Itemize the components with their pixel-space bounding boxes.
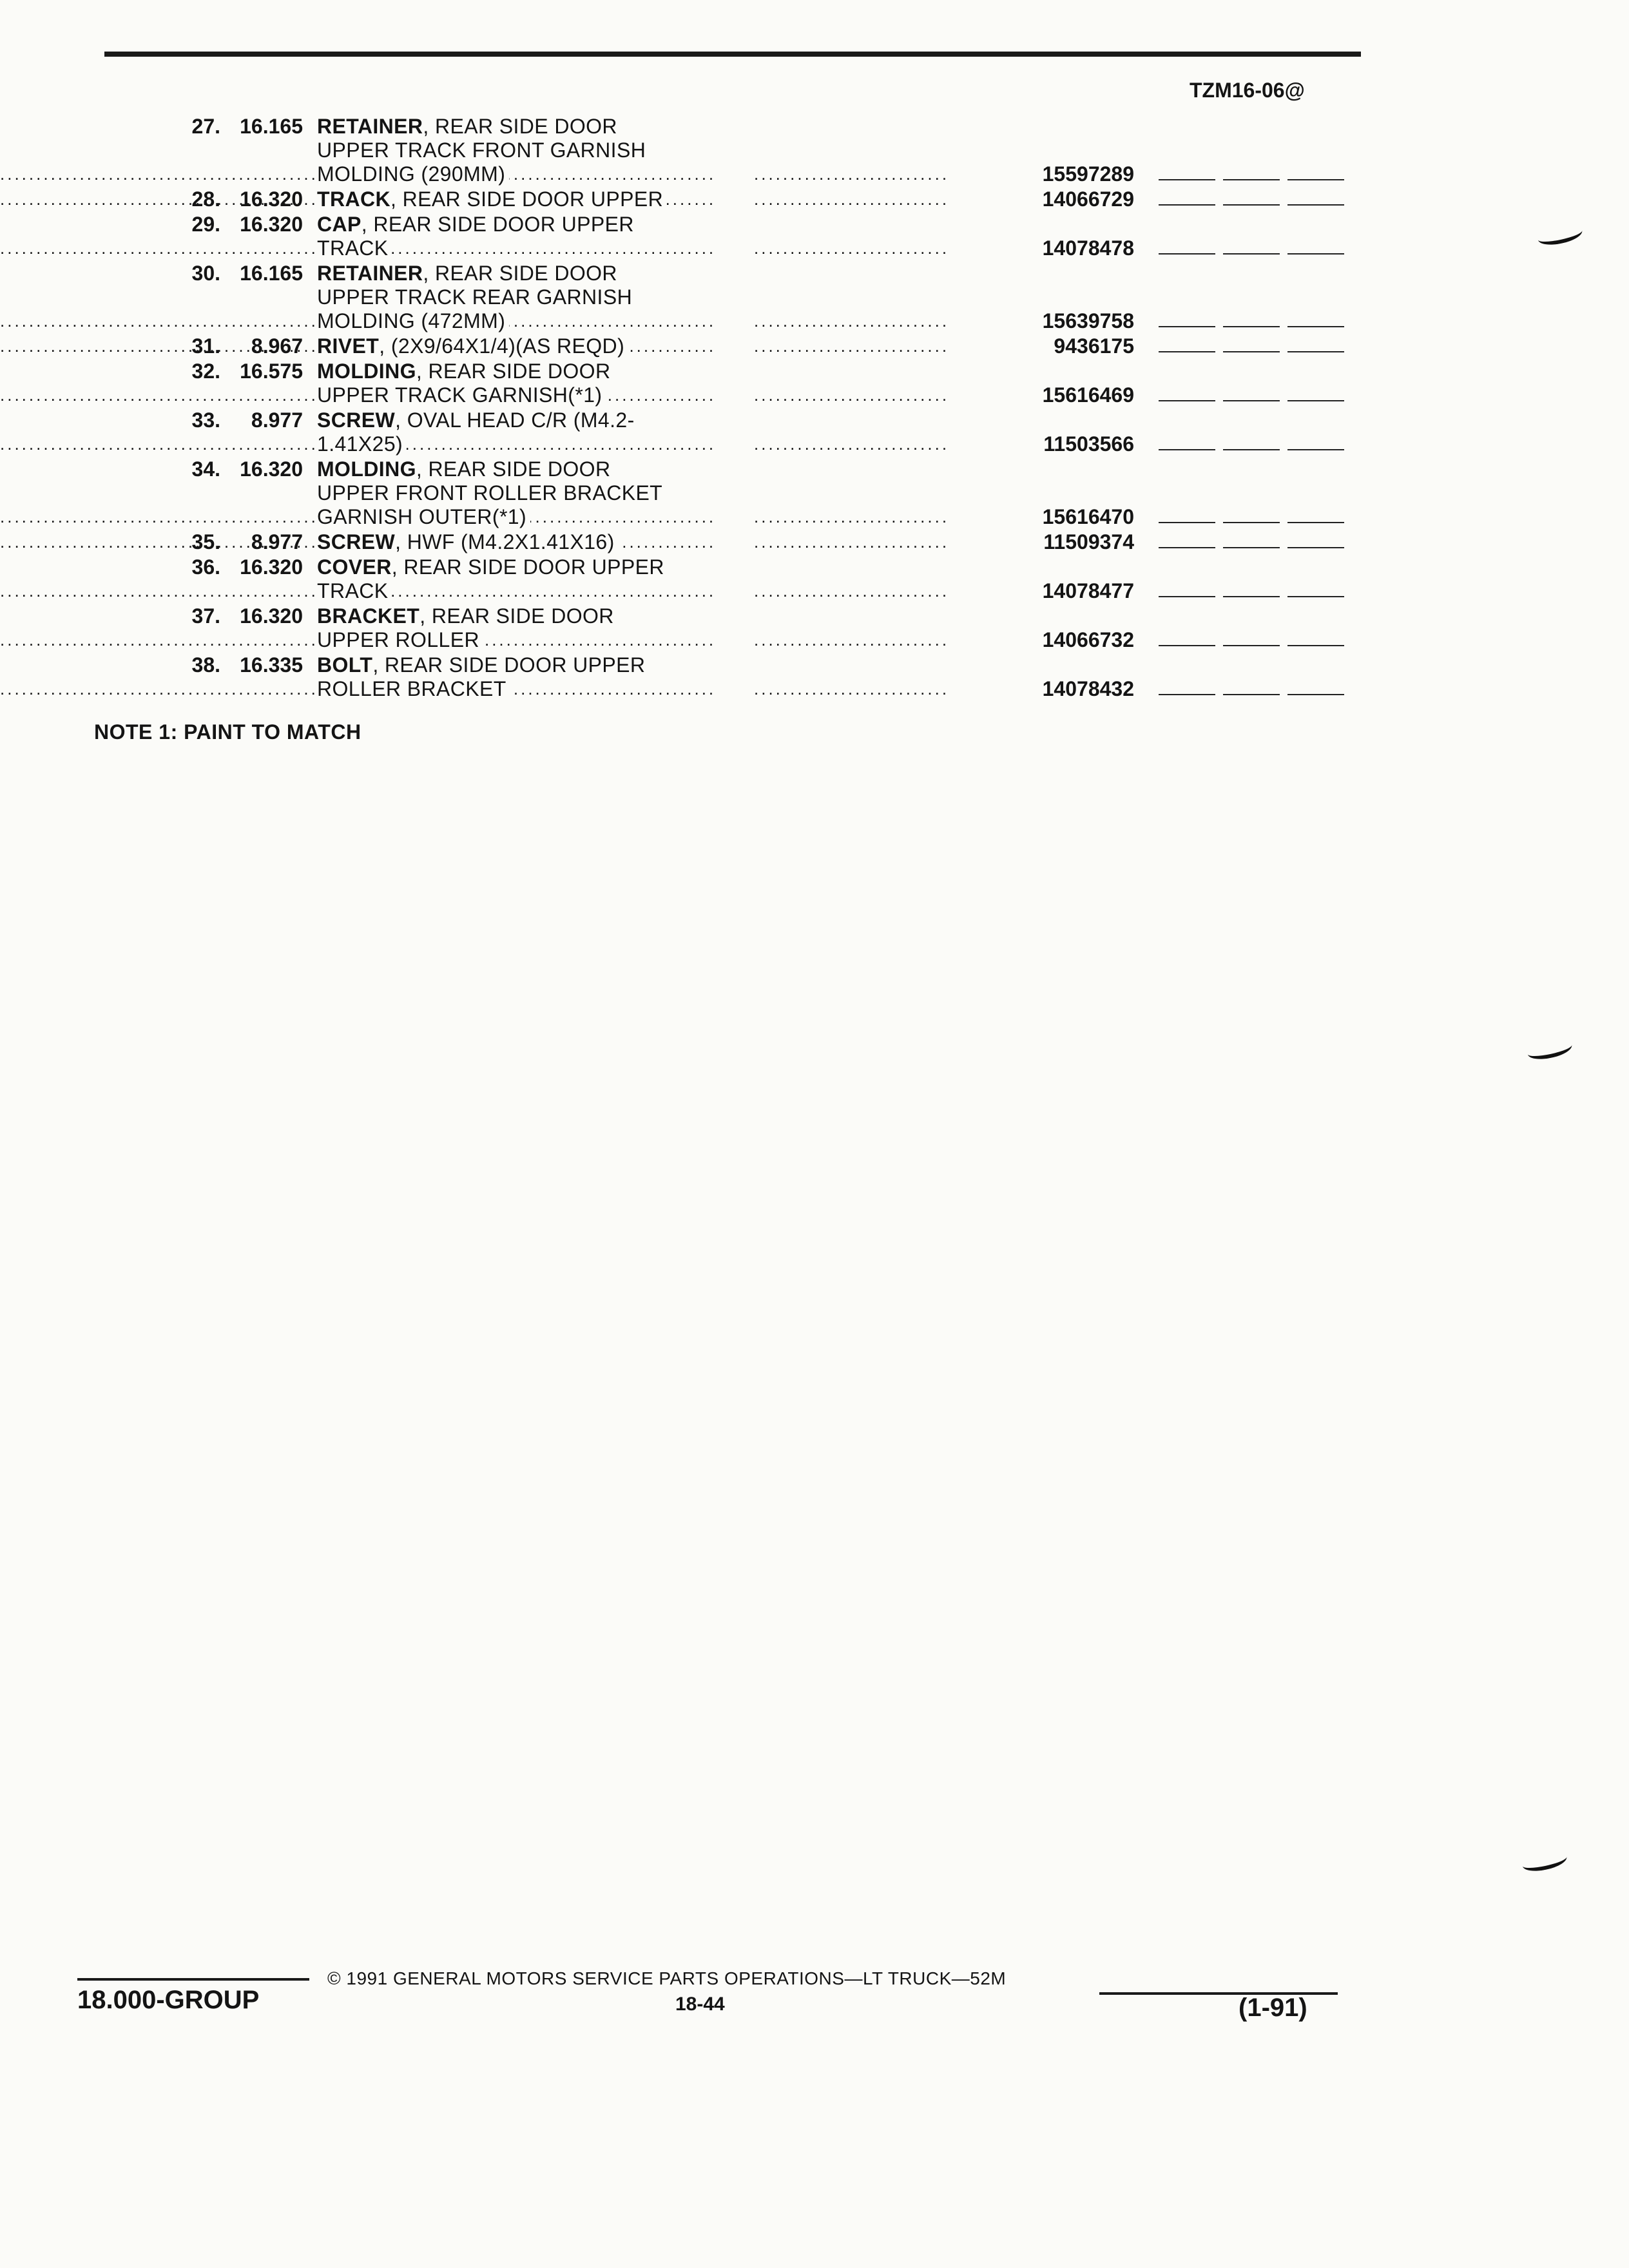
blank-line bbox=[1287, 204, 1344, 206]
part-row-line bbox=[0, 309, 1629, 333]
part-number: 14066729 bbox=[1005, 187, 1138, 211]
part-name: BOLT bbox=[317, 653, 373, 677]
part-number: 14078477 bbox=[1005, 579, 1138, 603]
part-description bbox=[317, 555, 668, 579]
part-row bbox=[0, 653, 1629, 701]
leader-dots bbox=[754, 628, 950, 652]
part-row bbox=[0, 187, 1629, 211]
group-number: 16.335 bbox=[240, 653, 303, 677]
part-description bbox=[317, 285, 636, 309]
part-number: 11509374 bbox=[1005, 530, 1138, 554]
blank-line bbox=[1159, 522, 1215, 523]
part-row bbox=[0, 213, 1629, 260]
blank-line bbox=[1159, 694, 1215, 695]
part-name: TRACK bbox=[317, 187, 390, 211]
part-row-line bbox=[0, 262, 1629, 285]
blank-line bbox=[1287, 596, 1344, 597]
part-name: BRACKET bbox=[317, 604, 420, 628]
description-text: , REAR SIDE DOOR bbox=[423, 115, 617, 138]
part-number: 15597289 bbox=[1005, 162, 1138, 186]
item-number: 32. bbox=[191, 360, 220, 383]
item-number: 29. bbox=[191, 213, 220, 236]
part-description bbox=[317, 579, 392, 603]
blank-line bbox=[1287, 645, 1344, 646]
description-text: UPPER TRACK GARNISH(*1) bbox=[317, 383, 602, 407]
part-row-line bbox=[0, 555, 1629, 579]
part-row-line bbox=[0, 628, 1629, 652]
blank-line bbox=[1159, 596, 1215, 597]
part-number: 15639758 bbox=[1005, 309, 1138, 333]
blank-line bbox=[1223, 645, 1280, 646]
description-text: ROLLER BRACKET bbox=[317, 677, 506, 700]
blank-line bbox=[1287, 694, 1344, 695]
item-number: 28. bbox=[191, 187, 220, 211]
description-text: , REAR SIDE DOOR UPPER bbox=[391, 555, 664, 579]
description-text: , OVAL HEAD C/R (M4.2- bbox=[395, 408, 635, 432]
leader-dots bbox=[754, 505, 950, 529]
part-row bbox=[0, 408, 1629, 456]
group-number: 8.967 bbox=[251, 334, 303, 358]
part-description bbox=[317, 432, 407, 456]
group-number: 16.320 bbox=[240, 555, 303, 579]
part-description bbox=[317, 653, 649, 677]
blank-line bbox=[1223, 522, 1280, 523]
blank-line bbox=[1287, 326, 1344, 327]
part-row-line bbox=[0, 285, 1629, 309]
part-number: 11503566 bbox=[1005, 432, 1138, 456]
part-row-line bbox=[0, 653, 1629, 677]
item-number: 37. bbox=[191, 604, 220, 628]
description-text: , REAR SIDE DOOR bbox=[419, 604, 614, 628]
leader-dots bbox=[754, 530, 950, 554]
item-number: 35. bbox=[191, 530, 220, 553]
blank-line bbox=[1287, 351, 1344, 352]
part-number: 14078478 bbox=[1005, 236, 1138, 260]
group-number: 16.165 bbox=[240, 115, 303, 138]
item-number: 30. bbox=[191, 262, 220, 285]
item-number: 38. bbox=[191, 653, 220, 677]
part-row-line bbox=[0, 383, 1629, 407]
blank-line bbox=[1223, 253, 1280, 255]
revision-date: (1-91) bbox=[1239, 1994, 1307, 2022]
blank-line bbox=[1159, 253, 1215, 255]
part-row-line bbox=[0, 162, 1629, 186]
item-number: 31. bbox=[191, 334, 220, 358]
part-row-line bbox=[0, 481, 1629, 505]
leader-dots bbox=[754, 309, 950, 333]
description-text: UPPER FRONT ROLLER BRACKET bbox=[317, 481, 663, 505]
group-number: 16.575 bbox=[240, 360, 303, 383]
blank-line bbox=[1223, 326, 1280, 327]
top-rule bbox=[104, 52, 1361, 57]
description-text: UPPER TRACK FRONT GARNISH bbox=[317, 139, 646, 162]
blank-line bbox=[1159, 645, 1215, 646]
leader-dots bbox=[754, 187, 950, 211]
part-row bbox=[0, 115, 1629, 186]
blank-line bbox=[1287, 179, 1344, 180]
leader-dots bbox=[754, 383, 950, 407]
part-row bbox=[0, 457, 1629, 529]
part-description bbox=[317, 481, 666, 505]
part-description bbox=[317, 213, 638, 236]
blank-line bbox=[1287, 449, 1344, 450]
group-number: 8.977 bbox=[251, 530, 303, 553]
blank-line bbox=[1159, 179, 1215, 180]
description-text: , REAR SIDE DOOR bbox=[416, 457, 611, 481]
blank-line bbox=[1287, 522, 1344, 523]
description-text: , REAR SIDE DOOR UPPER bbox=[372, 653, 646, 677]
binder-hole-mark-icon bbox=[1526, 1037, 1574, 1062]
leader-dots bbox=[754, 334, 950, 358]
part-row-line bbox=[0, 604, 1629, 628]
part-row-line bbox=[0, 334, 1629, 358]
part-row-line bbox=[0, 505, 1629, 529]
blank-line bbox=[1223, 179, 1280, 180]
document-code: TZM16-06@ bbox=[1190, 79, 1305, 102]
binder-hole-mark-icon bbox=[1521, 1849, 1568, 1874]
part-number: 9436175 bbox=[1005, 334, 1138, 358]
blank-line bbox=[1159, 449, 1215, 450]
part-name: CAP bbox=[317, 213, 361, 236]
blank-line bbox=[1159, 351, 1215, 352]
part-description bbox=[317, 162, 509, 186]
part-row-line bbox=[0, 115, 1629, 139]
part-description bbox=[317, 677, 510, 701]
blank-line bbox=[1223, 596, 1280, 597]
group-number: 8.977 bbox=[251, 408, 303, 432]
part-row-line bbox=[0, 408, 1629, 432]
part-number: 14078432 bbox=[1005, 677, 1138, 701]
part-description bbox=[317, 604, 618, 628]
parts-list bbox=[0, 115, 1629, 702]
blank-line bbox=[1287, 400, 1344, 401]
description-text: MOLDING (472MM) bbox=[317, 309, 506, 332]
description-text: GARNISH OUTER(*1) bbox=[317, 505, 527, 528]
part-row bbox=[0, 530, 1629, 554]
description-text: , REAR SIDE DOOR bbox=[423, 262, 617, 285]
part-row-line bbox=[0, 236, 1629, 260]
item-number: 36. bbox=[191, 555, 220, 579]
part-row-line bbox=[0, 530, 1629, 554]
part-row-line bbox=[0, 677, 1629, 701]
part-name: MOLDING bbox=[317, 360, 416, 383]
part-row bbox=[0, 334, 1629, 358]
group-number: 16.165 bbox=[240, 262, 303, 285]
part-description bbox=[317, 115, 621, 139]
part-name: RETAINER bbox=[317, 262, 423, 285]
description-text: , (2X9/64X1/4)(AS REQD) bbox=[379, 334, 625, 358]
item-number: 27. bbox=[191, 115, 220, 138]
leader-dots bbox=[754, 677, 950, 701]
part-description bbox=[317, 309, 509, 333]
group-number: 16.320 bbox=[240, 604, 303, 628]
copyright-text: © 1991 GENERAL MOTORS SERVICE PARTS OPERATIONS—LT TRUCK—52M bbox=[327, 1968, 1007, 1988]
group-number: 16.320 bbox=[240, 213, 303, 236]
part-row-line bbox=[0, 579, 1629, 603]
leader-dots bbox=[754, 236, 950, 260]
part-description bbox=[317, 628, 483, 652]
blank-line bbox=[1287, 253, 1344, 255]
blank-line bbox=[1223, 204, 1280, 206]
blank-line bbox=[1223, 351, 1280, 352]
part-description bbox=[317, 408, 639, 432]
blank-line bbox=[1159, 326, 1215, 327]
part-name: COVER bbox=[317, 555, 392, 579]
blank-line bbox=[1223, 694, 1280, 695]
part-name: MOLDING bbox=[317, 457, 416, 481]
part-description bbox=[317, 383, 606, 407]
description-text: , REAR SIDE DOOR UPPER bbox=[361, 213, 634, 236]
group-number: 16.320 bbox=[240, 187, 303, 211]
leader-dots bbox=[754, 579, 950, 603]
part-description bbox=[317, 530, 619, 554]
blank-line bbox=[1159, 204, 1215, 206]
page-number: 18-44 bbox=[675, 1994, 725, 2015]
group-number: 16.320 bbox=[240, 457, 303, 481]
description-text: 1.41X25) bbox=[317, 432, 403, 456]
part-name: SCREW bbox=[317, 530, 396, 553]
quantity-blanks bbox=[1159, 694, 1352, 718]
blank-line bbox=[1159, 547, 1215, 548]
part-row-line bbox=[0, 432, 1629, 456]
item-number: 33. bbox=[191, 408, 220, 432]
part-description bbox=[317, 334, 628, 358]
part-row bbox=[0, 262, 1629, 333]
footer-rule-left bbox=[77, 1978, 309, 1981]
blank-line bbox=[1223, 449, 1280, 450]
description-text: , REAR SIDE DOOR UPPER bbox=[390, 187, 664, 211]
part-name: RIVET bbox=[317, 334, 380, 358]
part-row-line bbox=[0, 457, 1629, 481]
footnote: NOTE 1: PAINT TO MATCH bbox=[94, 720, 361, 744]
part-number: 15616469 bbox=[1005, 383, 1138, 407]
part-description bbox=[317, 236, 392, 260]
blank-line bbox=[1287, 547, 1344, 548]
part-row-line bbox=[0, 360, 1629, 383]
description-text: TRACK bbox=[317, 236, 389, 260]
part-row bbox=[0, 604, 1629, 652]
part-description bbox=[317, 457, 614, 481]
blank-line bbox=[1159, 400, 1215, 401]
description-text: UPPER ROLLER bbox=[317, 628, 479, 651]
part-number: 15616470 bbox=[1005, 505, 1138, 529]
blank-line bbox=[1223, 400, 1280, 401]
item-number: 34. bbox=[191, 457, 220, 481]
leader-dots bbox=[754, 432, 950, 456]
part-description bbox=[317, 262, 621, 285]
part-name: RETAINER bbox=[317, 115, 423, 138]
part-description bbox=[317, 139, 650, 162]
description-text: MOLDING (290MM) bbox=[317, 162, 506, 186]
part-row-line bbox=[0, 187, 1629, 211]
part-description bbox=[317, 360, 614, 383]
part-name: SCREW bbox=[317, 408, 396, 432]
part-number: 14066732 bbox=[1005, 628, 1138, 652]
description-text: UPPER TRACK REAR GARNISH bbox=[317, 285, 633, 309]
part-row-line bbox=[0, 139, 1629, 162]
part-row bbox=[0, 360, 1629, 407]
description-text: TRACK bbox=[317, 579, 389, 602]
description-text: , REAR SIDE DOOR bbox=[416, 360, 611, 383]
blank-line bbox=[1223, 547, 1280, 548]
part-row-line bbox=[0, 213, 1629, 236]
part-description bbox=[317, 505, 530, 529]
part-row bbox=[0, 555, 1629, 603]
description-text: , HWF (M4.2X1.41X16) bbox=[395, 530, 615, 553]
leader-dots bbox=[754, 162, 950, 186]
group-label: 18.000-GROUP bbox=[77, 1986, 260, 2014]
part-description bbox=[317, 187, 667, 211]
